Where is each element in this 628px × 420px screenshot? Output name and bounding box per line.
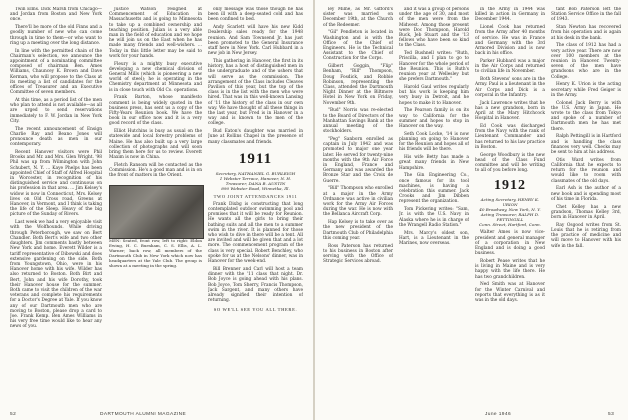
left-col-1 bbox=[10, 7, 102, 332]
article-paragraph: The Gin Engineering Co., once famous for its tool machines, is having a celebration this summer. Jack Crooks and Jim Dibben represent the organization. bbox=[399, 173, 469, 205]
article-paragraph: and it was a group of persons under the age of 30, and most of the men were from the Midwest. Among those present were Doc Thompson, Harold Buck, Jeb Stuart and the '13 fellows who have been so kind to the Class. bbox=[399, 7, 469, 49]
article-paragraph: only message was those though he has been ill with a deep-seated cold and has been confined to bed. bbox=[208, 7, 303, 23]
right-footer-date: June 1946 bbox=[485, 412, 512, 417]
article-paragraph: in the Army in 1944 was killed in action in Germany in December 1944. bbox=[475, 7, 545, 23]
article-paragraph: Andy Scarlett will have his new Kidd Dealership sales ready for the 1948 reunion. And Sam Townsend Jr. has just been promoted to the General Insurance staff here in New York. Carl Hubbard in a new job in New Jersey. bbox=[208, 25, 303, 57]
class-officer-line: Acting Treasurer, RALPH D. PETTINGILL bbox=[480, 212, 540, 223]
left-page bbox=[0, 0, 313, 420]
article-paragraph: Tom Pickering writes: "Sam, Jr. is with the U.S. Navy in Alaska where he is in charge of the Wrangell Radio Station." bbox=[399, 207, 469, 228]
class-officers-1912 bbox=[475, 197, 545, 227]
article-paragraph: Frank Barton, whose manifesto comment is being widely quoted in the business press, has sent us a copy of the Fifty-Years Reunion book. We have the book in our office now and it is a very good record of the class. bbox=[109, 95, 202, 127]
right-col-3 bbox=[475, 7, 545, 306]
article-paragraph: Ray Osgood writes from St. Louis that he is retiring from the practice of medicine and will move to Hanover with his wife in the fall. bbox=[551, 222, 621, 249]
article-paragraph: Walter Ames is now vice-president and general manager of a corporation in New England and is doing a good business. bbox=[475, 230, 545, 257]
article-paragraph: Hap Kelsey is to take over as the new president of the Dartmouth Club of Philadelphia this coming year. bbox=[323, 220, 393, 241]
article-paragraph: "Bud" Norris was re-elected to the Board of Directors of the Manhattan Savings Bank at the annual meeting of the stockholders. bbox=[323, 108, 393, 135]
article-paragraph: Frank Dixbg is constructing that long contemplated outdoor swimming pool and promises that it will be ready for Reunion. He wants all the girls to bring their bathing suits and all the men to a summer swim in the river. It is planned for those who wish to dive in there will be a tent. All are invited and will be given that and a lot more. The commencement program of the class is very special. Robert Benchley, who spoke for us at the Nelsons' dinner, was in Hanover for the week-end. bbox=[208, 201, 303, 265]
article-paragraph: Ed Cook was discharged from the Navy with the rank of Lieutenant Commander and has returned to his law practice in Boston. bbox=[475, 124, 545, 150]
article-paragraph: This gathering in Hanover, the first in its history, has a host of distinguished men in the undergraduate and of the ushers that will serve as the commission. The arrangement of the Class includes Cleaves Pavilion of this year, but the top of the class is in the list with the men who were hired. That was in this well-known Lansing of '11 the history of the class in our own way. We have thought of all these things in the last year, but Fred is in Hanover in a way and is known to the men of the college. bbox=[208, 59, 303, 127]
article-paragraph: Seth Cook Locke, '14 is now planning on going to Hanover for the Reunion and hopes all of his friends will be there. bbox=[399, 131, 469, 153]
article-paragraph: "Gil" Pendleton is located in Washington and is with the Office of the Chief of Engineers. He is the Technical Assistant to the Chief of Construction for the Corps. bbox=[323, 30, 393, 62]
article-paragraph: "Bill" Thompson who enrolled at a major in the Army Ordnance was active in civilian work for the Army Air Forces during the war. He is now with the Bellanca Aircraft Corp. bbox=[323, 186, 393, 218]
article-paragraph: Ted Bushnell writes: "Ruth, Priscilla, and I plan to go to Hanover for the whole period of the Reunion. This is Ruth's reunion year at Wellesley but she prefers Dartmouth." bbox=[399, 51, 469, 83]
article-paragraph: Justice Watson resigned at Commencement of Education in Massachusetts and is going to Minnesota to take up a combined ownership and teaching position. Julian is a very able man in the field of education and we hope he will join us on the East when he has made many friends and well-wishers. ... Today in this little letter may be said to work for your hands. bbox=[109, 7, 202, 59]
article-paragraph: Both Stevens' sons are in the Army. Paul is a lieutenant in the Air Corps and Dick is a corporal in the Infantry. bbox=[475, 77, 545, 98]
class-officer-line: 1 Webster Terrace, Hanover, N. H. bbox=[219, 175, 292, 181]
article-paragraph: Bud Eaton's daughter was married in June at Rollins Chapel in the presence of many classmates and friends. bbox=[208, 129, 303, 145]
article-paragraph: In line with the permitted chain of the Chairman's selection, we announce the appointment of a nominating committee composed of chairman Ben. Ames Williams, Chauncey K. Brown and Dave Kerman, who will propose to the Class at its meeting a list of candidates for the offices of Treasurer and an Executive Committee of seven members. bbox=[10, 48, 102, 96]
closing-line: SO WE'LL SEE YOU ALL THERE. bbox=[213, 307, 298, 313]
right-page-number: 53 bbox=[608, 412, 615, 417]
article-paragraph: George Woodbury is the new head of the Class Fund committee and will be writing to all of you before long. bbox=[475, 152, 545, 174]
left-col-3 bbox=[208, 7, 303, 315]
article-paragraph: Mrs. Marcy's oldest son, Hart, is a Lieutenant in the Marines, now overseas. bbox=[399, 230, 469, 247]
article-paragraph: tant Bob Paterson left the Station Service Office in the fall of 1943. bbox=[551, 7, 621, 23]
right-page bbox=[315, 0, 628, 420]
article-paragraph: Bill Brenner and Carl will host a team dinner with the '11 class that night. Dr. Bob Joyce is going ahead with his plans. Bob Joyce, Tom Sherry, Francis Thompson, Jack Sargent, and many others have already signified their intention of returning. bbox=[208, 266, 303, 304]
class-officer-line: Acting Secretary, HENRY K. URION bbox=[480, 197, 540, 208]
left-page-number: 52 bbox=[10, 412, 17, 417]
article-paragraph: Chet Kelley has a new grandson, Thomas Kelley 3rd, born in Hanover in April. bbox=[551, 204, 621, 221]
article-paragraph: Earl Ash is the author of a new book and is spending most of his time in Florida. bbox=[551, 186, 621, 202]
article-paragraph: Lionel Cook has returned from the Army after 40 months of service. He was in France and Germany with the 3rd Armored Division and is now back in his office. bbox=[475, 25, 545, 57]
article-paragraph: Jack Lawrence writes that he has a new grandson, born in April at the Mary Hitchcock Hospital in Hanover. bbox=[475, 100, 545, 122]
article-paragraph: Henry K. Urion is the acting secretary while Fred Geiger is in the Army. bbox=[551, 82, 621, 98]
group-photo bbox=[109, 185, 204, 239]
article-paragraph: The Pearson family is on its way to California for the summer and hopes to stop in Hanover on the way. bbox=[399, 108, 469, 130]
class-officer-line: Treasurer, DANA B. AUSTIN bbox=[225, 180, 286, 186]
article-paragraph: Fletch Ransom will be contacted as the Commission. He's a good man and is in on the front of matters in the Orient. bbox=[109, 163, 202, 179]
left-footer-label: DARTMOUTH ALUMNI MAGAZINE bbox=[100, 412, 187, 417]
right-col-1 bbox=[323, 7, 393, 267]
article-paragraph: Last week we had a very enjoyable visit with the Wolfhounds. While driving through Peterborough, we saw on Bert Chandler. Both Bert's wife and two other daughters. Jim comments bastly between New York and home. Everett Wilder is a tariff representative of Dibowski and does extensive gardening on the side. Both from Youngstown, Ohio, were in his Hanover home with his wife. Wilder has also returned to Boston. Both Birt and Bert, John and his wife Dorothy, took their Hanover house for the summer. Both came to visit the children of the war veterans and complete his requirements for a Doctor's Degree at Yale. If you know any of our Dartmouth men who are moving to Boston, please drop a card to Joe. Frank Kemp. Ben Ames Williams in his very free time would like to hear any news of you. bbox=[10, 220, 102, 330]
left-col-2 bbox=[109, 7, 202, 180]
right-col-2 bbox=[399, 7, 469, 249]
article-paragraph: There'll be more of the old Finns and a goodly number of new who can come through in time to them—or who want to ring up a meeting over the long distance. bbox=[10, 25, 102, 46]
class-year-1911: 1911 bbox=[238, 150, 273, 167]
article-paragraph: Stan Newton has recovered from his operation and is again at his desk in the bank. bbox=[551, 25, 621, 41]
article-paragraph: Twin Elms. Dick Marsh from Chicago—and Jordan from Boston and New York once. bbox=[10, 7, 102, 23]
right-col-4 bbox=[551, 7, 621, 251]
article-paragraph: The recent announcement of Ensign Charlie Ray and Beano Jones will pronounce death as men in our contemporary. bbox=[10, 126, 102, 148]
article-paragraph: Robert Pease writes that he is living in Maine and is very happy with the life there. He has two grandchildren. bbox=[475, 259, 545, 280]
article-paragraph: His wife Betty has made a great many friends in New Hampshire. bbox=[399, 155, 469, 171]
class-officers-1911 bbox=[208, 171, 303, 191]
article-paragraph: Fleury is a mighty busy executive developing a new chemical division of General Mills (which is pioneering a new world of steel); he is operating in the Chemistry department at Minnesota and is in close touch with Old Co. operations. bbox=[109, 61, 202, 93]
article-paragraph: Elliot Hutchins is busy as usual on the statewide and local forestry problems of Maine. He has also built up a very large collection of photographs and will soon bring them here for us to review. Everett Maxim is now in China. bbox=[109, 129, 202, 161]
article-paragraph: Ralph Pettingill is in Hartford and is handling the class finances very well. Checks may be sent to him at his address. bbox=[551, 134, 621, 156]
article-paragraph: Otis Ward writes from California that he expects to return for the reunion and would like to room with classmates of the old days. bbox=[551, 157, 621, 184]
class-officer-line: Secretary, NATHANIEL G. BURLEIGH bbox=[215, 170, 296, 176]
article-paragraph: Ross Paterson has returned to his business in Boston after serving with the Office of Strategic Services abroad. bbox=[323, 243, 393, 265]
photo-caption: MEN: Seated, front row, left to right: Eldon Ewing, H. C. Burnham, C. S. Ellis, A. L. Warner; back row, all members of the Dartmouth Club in New York which now has headquarters at the Yale Club. The group is shown at a meeting in the spring. bbox=[109, 238, 202, 268]
article-paragraph: Parker Hubbard was a major in the Air Corps and returned to civilian life in November. bbox=[475, 59, 545, 75]
article-paragraph: At this time, as a period list of the men who plan to attend is not available—as all are urged to send reservations immediately to F. W. Jordan in New York City. bbox=[10, 98, 102, 124]
article-paragraph: Recent Hanover visitors were Phil Brooks and Mr. and Mrs. Glen Wright. '98 Phil was up from Wilmington with John Schubert, N. Y. ... Kaye Phelps has been appointed Chief of Staff of Alfred Hospital in Worcester, in recognition of his distinguished service and continuous on his profession in that area. ... Jim Kelsey's widow is now in Connecticut, Mrs. Kelsey lives on Old Cross road, Greens at Hanover, in Vermont, and I think is taking the life of the Sleep. Heavy of the big picture of the Sunday of Rivers. bbox=[10, 150, 102, 218]
subheading: TWO JOINT ATTENDANCES 1911 bbox=[213, 193, 298, 199]
article-paragraph: Ned Smith was at Hanover for the Winter Carnival and reports that everything is as it was in the old days. bbox=[475, 282, 545, 304]
article-paragraph: Gilbert Goggin, "Flip" Benham, "Bill" Thompson, Doug Fosdick, and Robbie Robinson, representing the Class, attended the Dartmouth Night Dinner at the Biltmore Hotel in New York on Friday, November 9th. bbox=[323, 64, 393, 106]
class-officer-line: 40 Broadway, New York, N. Y. bbox=[479, 207, 541, 213]
article-paragraph: The class of 1912 has had a very active year. There are now over 100 members at the reunion in Hanover. Twenty-seven of the men have grandsons who are in the College. bbox=[551, 43, 621, 80]
class-officer-line: 890 Webster Road, Winnetka, Ill. bbox=[221, 185, 290, 191]
article-paragraph: ley Milne, as Mr. Gifford's sister was married on December 19th, at the Church of the Redeemer. bbox=[323, 7, 393, 28]
article-paragraph: "Peg" Sanborn enrolled as captain in July 1942 and was promoted to major one year later. He served for twenty-nine months with the 9th Air Force in England, France and Germany and was awarded the Bronze Star and the Croix de Guerre. bbox=[323, 137, 393, 184]
article-paragraph: Colonel Jack Berry is with the U.S. Army in Japan. He wrote to the class from Tokyo and spoke of a number of Dartmouth men he has met there. bbox=[551, 100, 621, 132]
article-paragraph: Harold Gaul writes regularly but his work is keeping him very busy in Detroit, and he hopes to make it to Hanover. bbox=[399, 85, 469, 106]
class-officer-line: Conn. Street, Hartford, Conn. bbox=[479, 222, 541, 228]
class-year-1912: 1912 bbox=[494, 178, 526, 194]
